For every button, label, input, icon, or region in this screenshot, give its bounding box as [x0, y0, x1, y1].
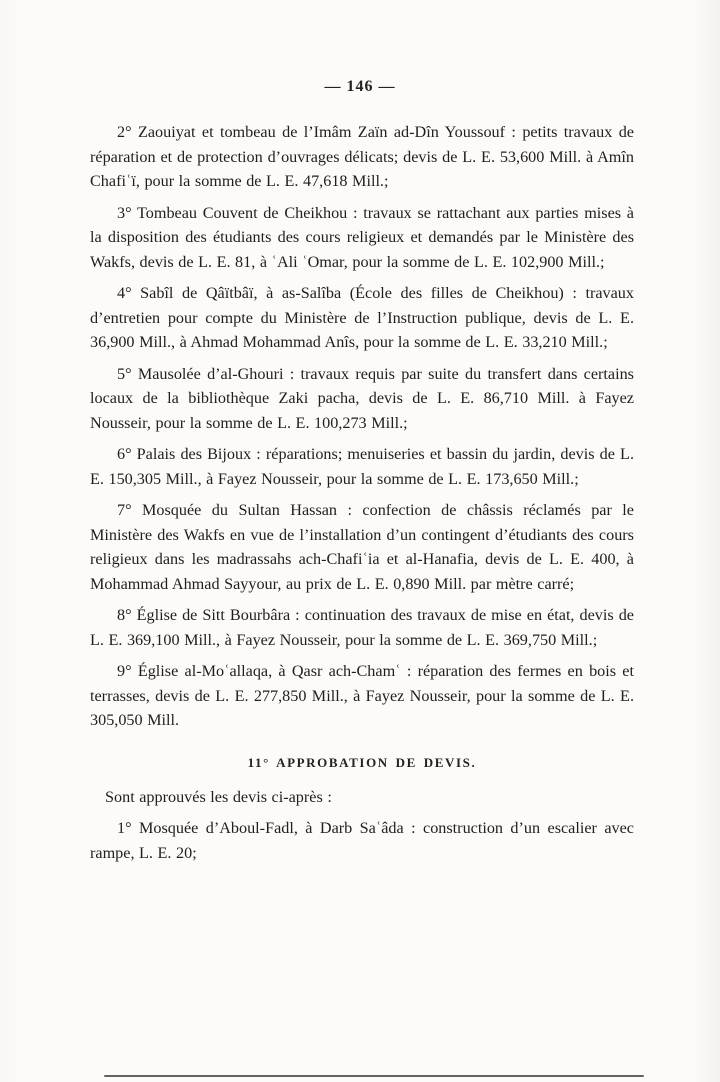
devis-paragraph-5: 5° Mausolée d’al-Ghouri : travaux requis par suite du transfert dans certains locaux de la bibliothèque Zaki pacha, devis de L. E. 86,710 Mill. à Fayez Nousseir, pour la somme de L. E. 100,273 Mill.;: [90, 364, 634, 432]
approval-intro-paragraph: Sont approuvés les devis ci-après :: [105, 787, 332, 806]
page-number: — 146 —: [324, 78, 396, 95]
section-heading-approbation-de-devis: 11° APPROBATION DE DEVIS.: [247, 754, 477, 770]
devis-paragraph-3: 3° Tombeau Couvent de Cheikhou : travaux se rattachant aux parties mises à la disposition des étudiants des cours religieux et demandés par le Ministère des Wakfs, devis de L. E. 81, à ʿAli ʿOmar, pour la somme de L. E. 102,900 Mill.;: [90, 203, 634, 271]
approval-paragraph-1: 1° Mosquée d’Aboul-Fadl, à Darb Saʿâda : construction d’un escalier avec rampe, L. E. 20;: [90, 819, 634, 862]
devis-paragraph-4: 4° Sabîl de Qâïtbâï, à as-Salîba (École des filles de Cheikhou) : travaux d’entretien pour compte du Ministère de l’Instruction publique, devis de L. E. 36,900 Mill., à Ahmad Mohammad Anîs, pour la somme de L. E. 33,210 Mill.;: [90, 284, 634, 351]
devis-paragraph-7: 7° Mosquée du Sultan Hassan : confection de châssis réclamés par le Ministère des Wakfs en vue de l’installation d’un contingent d’étudiants des cours religieux dans les madrassahs ach-Chafiʿia et al-Hanafia, devis de L. E. 400, à Mohammad Ahmad Sayyour, au prix de L. E. 0,890 Mill. par mètre carré;: [90, 501, 634, 593]
scan-artifact-line: [104, 1075, 644, 1077]
text-block: [90, 120, 634, 865]
devis-paragraph-6: 6° Palais des Bijoux : réparations; menuiseries et bassin du jardin, devis de L. E. 150,305 Mill., à Fayez Nousseir, pour la somme de L. E. 173,650 Mill.;: [90, 445, 634, 488]
devis-paragraph-2: 2° Zaouiyat et tombeau de l’Imâm Zaïn ad-Dîn Youssouf : petits travaux de réparation et de protection d’ouvrages délicats; devis de L. E. 53,600 Mill. à Amîn Chafiʿï, pour la somme de L. E. 47,618 Mill.;: [90, 123, 634, 190]
devis-paragraph-9: 9° Église al-Moʿallaqa, à Qasr ach-Chamʿ : réparation des fermes en bois et terrasses, devis de L. E. 277,850 Mill., à Fayez Nousseir, pour la somme de L. E. 305,050 Mill.: [90, 662, 634, 729]
devis-paragraph-8: 8° Église de Sitt Bourbâra : continuation des travaux de mise en état, devis de L. E. 369,100 Mill., à Fayez Nousseir, pour la somme de L. E. 369,750 Mill.;: [90, 606, 634, 649]
